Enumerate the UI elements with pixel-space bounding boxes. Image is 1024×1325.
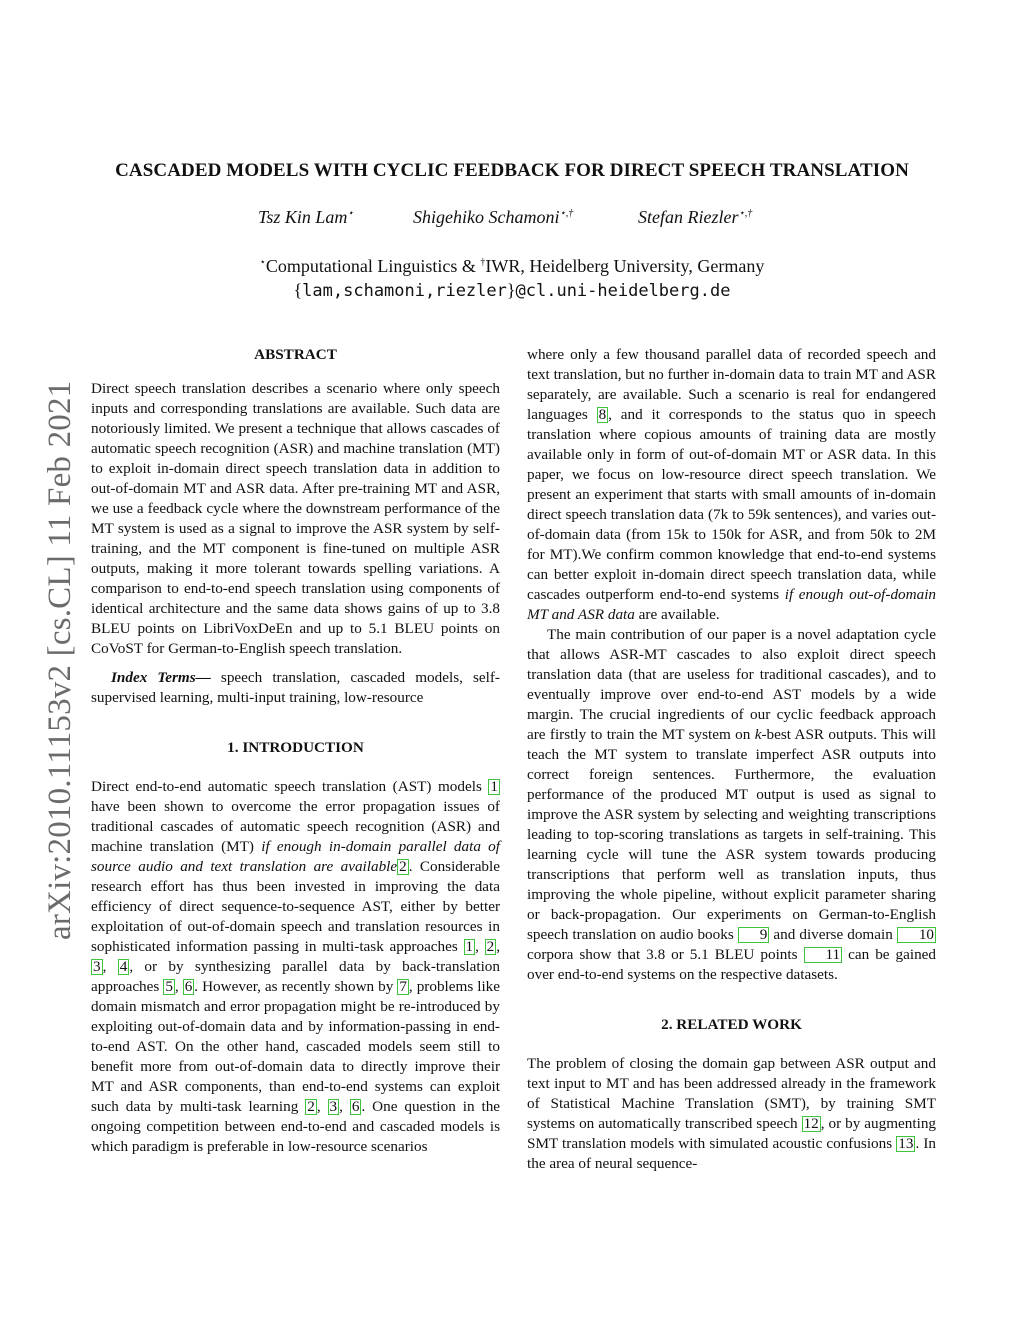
affiliation: ⋆Computational Linguistics & †IWR, Heidelberg University, Germany bbox=[259, 256, 765, 276]
arxiv-stamp: arXiv:2010.11153v2 [cs.CL] 11 Feb 2021 bbox=[42, 380, 78, 940]
author-2: Shigehiko Schamoni⋆,† bbox=[413, 207, 574, 227]
citation-link[interactable]: 9 bbox=[738, 927, 770, 943]
related-work-heading: 2. RELATED WORK bbox=[661, 1016, 802, 1033]
citation-link[interactable]: 2 bbox=[307, 1098, 315, 1115]
citation-link[interactable]: 12 bbox=[803, 1115, 819, 1132]
left-column bbox=[91, 345, 500, 1157]
intro-paragraph-3: The main contribution of our paper is a novel adaptation cycle that allows ASR-MT cascades to also exploit direct speech translation data (that are useless for traditional cascades), and to eventually improve over end-to-end AST models by a wide margin. The crucial ingredients of our cyclic feedback approach are firstly to train the MT system on k-best ASR outputs. This will teach the MT system to translate imperfect ASR outputs into correct foreign sentences. Furthermore, the evaluation performance of the produced MT output is used as signal to improve the ASR system by selecting and weighting transcriptions leading to top-scoring translations as targets in self-training. This learning cycle will tune the ASR system towards producing transcriptions that perform well as translation inputs, thus improving the whole pipeline, without explicit parameter sharing or back-propagation. Our experiments on German-to-English speech translation on audio books 9 and diverse domain 10 corpora show that 3.8 or 5.1 BLEU points 11 can be gained over end-to-end systems on the respective datasets. bbox=[527, 626, 936, 983]
email-address[interactable]: {lam,schamoni,riezler}@cl.uni-heidelberg.de bbox=[293, 280, 731, 301]
intro-paragraph-2: where only a few thousand parallel data of recorded speech and text translation, but no further in-domain data to train MT and ASR separately, are available. Such a scenario is real for endangered languages 8 , and it corresponds to the status quo in speech translation where copious amounts of training data are mostly available only in form of out-of-domain MT or ASR data. In this paper, we focus on low-resource direct speech translation. We present an experiment that starts with small amounts of in-domain direct speech translation data (7k to 59k sentences), and varies out-of-domain data (from 15k to 150k for ASR, and from 50k to 2M for MT).We confirm common knowledge that end-to-end systems can better exploit in-domain direct speech translation data, while cascades outperform end-to-end systems if enough out-of-domain MT and ASR data are available. bbox=[527, 346, 937, 623]
abstract-heading: ABSTRACT bbox=[254, 346, 337, 363]
related-paragraph-1: The problem of closing the domain gap between ASR output and text input to MT and has been addressed already in the framework of Statistical Machine Translation (SMT), by training SMT systems on automatically transcribed speech 12 , or by augmenting SMT translation models with simulated acoustic confusions 13 . In the area of neural sequence- bbox=[527, 1055, 937, 1172]
citation-link[interactable]: 8 bbox=[598, 406, 607, 423]
citation-link[interactable]: 13 bbox=[898, 1135, 914, 1152]
citation-link[interactable]: 6 bbox=[184, 978, 193, 995]
citation-link[interactable]: 1 bbox=[490, 778, 498, 795]
author-3: Stefan Riezler⋆,† bbox=[638, 207, 753, 227]
citation-link[interactable]: 1 bbox=[465, 938, 474, 955]
citation-link[interactable]: 6 bbox=[351, 1098, 360, 1115]
author-1: Tsz Kin Lam⋆ bbox=[258, 207, 354, 227]
citation-link[interactable]: 3 bbox=[93, 958, 101, 975]
citation-link[interactable]: 3 bbox=[329, 1098, 338, 1115]
abstract-text: Direct speech translation describes a scenario where only speech inputs and corresponding translations are available. Such data are notoriously limited. We present a technique that allows cascades of automatic speech recognition (ASR) and machine translation (MT) to exploit in-domain direct speech translation data in addition to out-of-domain MT and ASR data. After pre-training MT and ASR, we use a feedback cycle where the downstream performance of the MT system is used as a signal to improve the ASR system by self-training, and the MT component is fine-tuned on multiple ASR outputs, making it more tolerant towards spelling variations. A comparison to end-to-end speech translation using components of identical architecture and the same data shows gains of up to 3.8 BLEU points on LibriVoxDeEn and up to 5.1 BLEU points on CoVoST for German-to-English speech translation. bbox=[91, 380, 500, 657]
paper-title: CASCADED MODELS WITH CYCLIC FEEDBACK FOR DIRECT SPEECH TRANSLATION bbox=[115, 160, 909, 181]
citation-link[interactable]: 11 bbox=[804, 947, 843, 963]
intro-heading: 1. INTRODUCTION bbox=[227, 739, 364, 756]
citation-link[interactable]: 4 bbox=[119, 958, 128, 975]
intro-paragraph-1: Direct end-to-end automatic speech translation (AST) models 1 have been shown to overcome the error propagation issues of traditional cascades of automatic speech recognition (ASR) and machine translation (MT) if enough in-domain parallel data of source audio and text translation are available 2 . Considerable research effort has thus been invested in improving the data efficiency of direct sequence-to-sequence AST, either by better exploitation of out-of-domain speech and translation resources in sophisticated information passing in multi-task approaches 1 , 2 , 3 , 4 , or by synthesizing parallel data by back-translation approaches 5 , 6 . However, as recently shown by 7 , problems like domain mismatch and error propagation might be re-introduced by exploiting out-of-domain data and by information-passing in end-to-end AST. On the other hand, cascaded models seem still to benefit more from out-of-domain data to directly improve their MT and ASR components, than end-to-end systems can exploit such data by multi-task learning 2 , 3 , 6 . One question in the ongoing competition between end-to-end and cascaded models is which paradigm is preferable in low-resource scenarios bbox=[91, 778, 501, 1155]
citation-link[interactable]: 2 bbox=[486, 938, 495, 955]
citation-link[interactable]: 10 bbox=[897, 927, 936, 943]
right-column bbox=[527, 345, 936, 1174]
index-terms: Index Terms— speech translation, cascaded models, self-supervised learning, multi-input training, low-resource bbox=[91, 669, 500, 706]
citation-link[interactable]: 5 bbox=[165, 978, 173, 995]
citation-link[interactable]: 2 bbox=[399, 858, 407, 875]
citation-link[interactable]: 7 bbox=[399, 978, 407, 995]
